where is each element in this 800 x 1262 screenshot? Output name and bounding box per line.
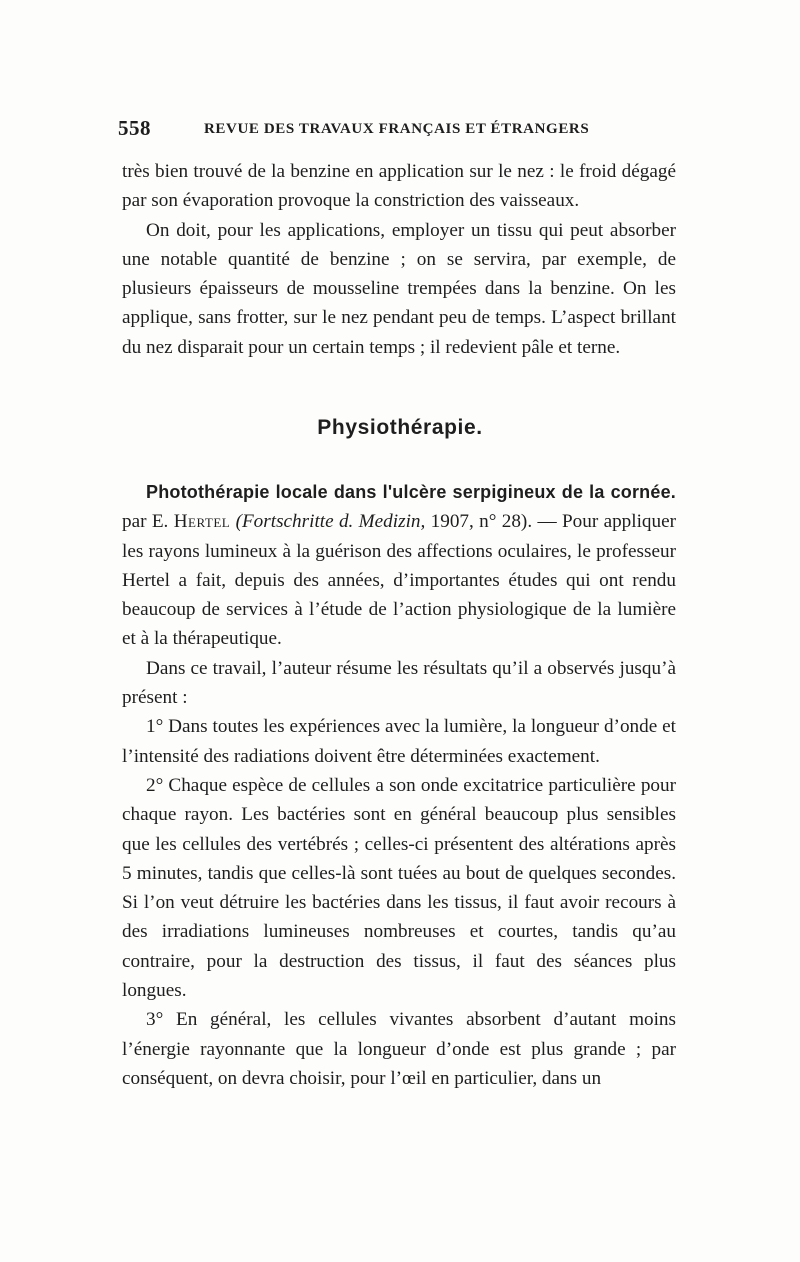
article-author: Hertel [173, 511, 231, 533]
article-lead-text: — Pour appliquer les rayons lumineux à la guérison des affections oculaires, le professeur Hertel a fait, depuis des années, d’importantes études qui ont rendu beaucoup de services à l’étude de l’action physiologique de la lumière et à la thérapeutique. [122, 511, 677, 650]
article [122, 478, 676, 1093]
intro-paragraph-2: On doit, pour les applications, employer un tissu qui peut absorber une notable quantité de benzine ; on se servira, par exemple, de plusieurs épaisseurs de mousseline trempées dans la benzine. On les applique, sans frotter, sur le nez pendant peu de temps. L’aspect brillant du nez disparait pour un certain temps ; il redevient pâle et terne. [122, 219, 676, 358]
article-source-ref: 1907, n° 28). [430, 511, 533, 533]
article-point-3: 3° En général, les cellules vivantes absorbent d’autant moins l’énergie rayonnante que la longueur d’onde est plus grande ; par conséquent, on devra choisir, pour l’œil en particulier, dans un [122, 1009, 676, 1089]
author-prefix: par E. [122, 511, 169, 533]
intro-text [122, 157, 676, 362]
article-source: (Fortschritte d. Medizin, [235, 511, 426, 533]
article-point-1: 1° Dans toutes les expériences avec la lumière, la longueur d’onde et l’intensité des radiations doivent être déterminées exactement. [122, 716, 676, 767]
article-point-2: 2° Chaque espèce de cellules a son onde excitatrice particulière pour chaque rayon. Les bactéries sont en général beaucoup plus sensibles que les cellules des vertébrés ; celles-ci présentent des altérations après 5 minutes, tandis que celles-là sont tuées au bout de quelques secondes. Si l’on veut détruire les bactéries dans les tissus, il faut avoir recours à des irradiations lumineuses nombreuses et courtes, tandis qu’au contraire, pour la destruction des tissus, il faut des séances plus longues. [122, 774, 676, 1002]
intro-paragraph-1: très bien trouvé de la benzine en application sur le nez : le froid dégagé par son évaporation provoque la constriction des vaisseaux. [122, 161, 676, 212]
page-header [118, 116, 680, 146]
page-number: 558 [118, 116, 151, 140]
article-paragraph-2: Dans ce travail, l’auteur résume les résultats qu’il a observés jusqu’à présent : [122, 657, 676, 709]
article-title: Photothérapie locale dans l'ulcère serpigineux de la cornée. [146, 482, 676, 502]
article-lead-paragraph [122, 478, 676, 654]
running-title: REVUE DES TRAVAUX FRANÇAIS ET ÉTRANGERS [204, 121, 590, 137]
section-title: Physiothérapie. [317, 416, 483, 439]
